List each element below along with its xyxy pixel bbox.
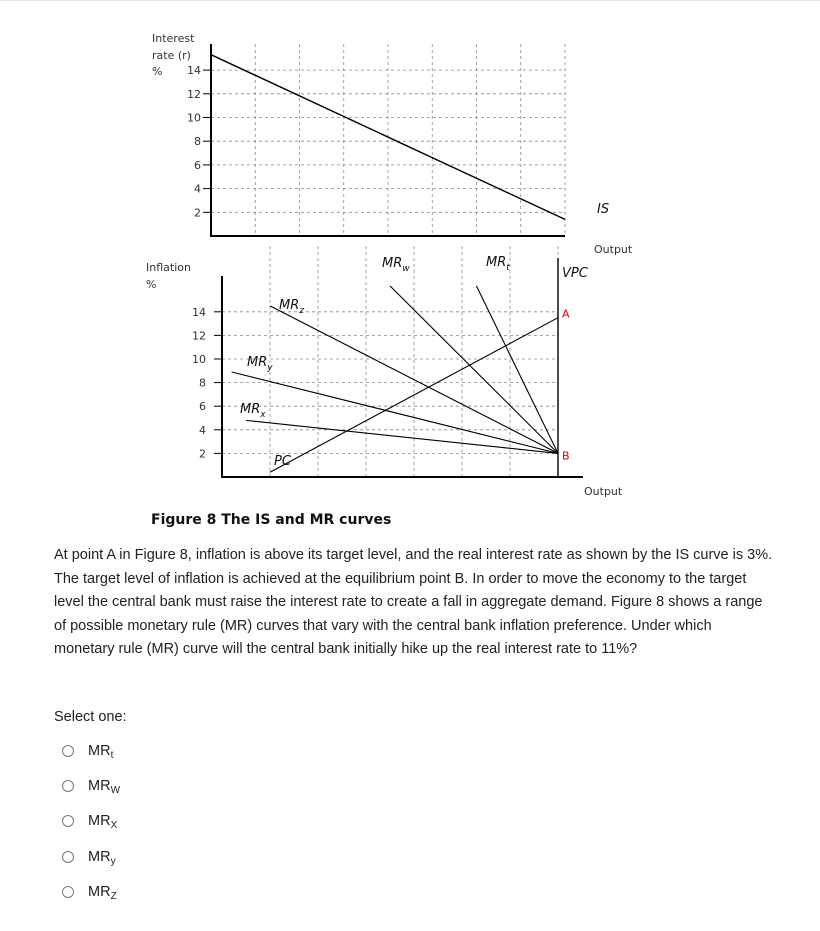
curve-label-mrx: $MR_x$ [240,402,266,420]
option-mrz[interactable] [62,874,120,909]
is-ytick-label-6: 6 [194,158,201,172]
option-sub-mrt: t [110,749,114,761]
question-text: At point A in Figure 8, inflation is above its target level, and the real interest rate as shown by the IS curve is 3%. The target level of inflation is achieved at the equilibrium point B. In order to move the economy to the target level the central bank must raise the interest rate to create a fall in aggregate demand. Figure 8 shows a range of possible monetary rule (MR) curves that vary with the central bank inflation preference. Under which monetary rule (MR) curve will the central bank initially hike up the real interest rate to 11%? [54,547,773,657]
radio-mrt[interactable] [62,745,74,757]
option-base-mrx: MR [88,813,111,830]
option-base-mrt: MR [88,742,111,759]
is-gridlines [211,44,566,236]
mr-gridlines [222,246,558,477]
mr-series [232,255,589,477]
mr-ytick-label-4: 4 [199,423,206,437]
option-mrt[interactable] [62,733,120,768]
point-label-b: B [562,449,570,463]
curve-label-pc: PC [274,454,291,469]
radio-mrw[interactable] [62,780,74,792]
curve-label-mrz: $MR_z$ [279,298,304,316]
option-sub-mry: y [110,855,116,867]
option-sub-mrw: W [110,784,121,796]
mr-ytick-label-8: 8 [199,376,206,390]
curve-label-vpc: VPC [562,266,588,281]
mr-ytick-label-6: 6 [199,400,206,414]
option-base-mry: MR [88,848,111,865]
is-curve-label: IS [597,202,610,217]
option-base-mrz: MR [88,883,111,900]
curve-label-mrw: $MR_w$ [382,256,410,274]
is-ytick-label-8: 8 [194,135,201,149]
curve-mry [232,372,558,453]
option-label-mrw [88,778,120,794]
is-ylabel-line-1: Interest [152,32,195,45]
is-ylabel-line-3: % [152,65,163,78]
mr-ytick-label-12: 12 [192,329,206,343]
option-mry[interactable] [62,839,120,874]
mr-y-ticks [192,306,222,461]
option-mrx[interactable] [62,804,120,839]
mr-xlabel: Output [584,485,623,498]
is-xlabel: Output [594,243,633,256]
is-series [211,55,609,220]
option-mrw[interactable] [62,768,120,803]
curve-mrx [246,420,558,453]
is-y-ticks [187,64,211,219]
option-base-mrw: MR [88,777,111,794]
is-ytick-label-10: 10 [187,111,201,125]
curve-label-mrt: $MR_t$ [486,255,510,273]
point-label-a: A [562,307,570,321]
mr-ytick-label-2: 2 [199,447,206,461]
option-label-mrz [88,884,117,900]
curve-mrw [390,286,558,454]
is-ytick-label-4: 4 [194,182,201,196]
is-ylabel-line-2: rate (r) [152,49,191,62]
mr-points [562,308,570,463]
option-label-mry [88,849,116,865]
is-ytick-label-14: 14 [187,64,201,78]
answer-options [62,733,120,909]
option-sub-mrz: Z [110,890,117,902]
option-label-mrt [88,743,113,759]
curve-mrt [476,286,558,454]
curve-label-mry: $MR_y$ [247,355,273,373]
is-ytick-label-12: 12 [187,87,201,101]
mr-ylabel-line-1: Inflation [146,261,191,274]
option-sub-mrx: X [110,820,118,832]
select-one-label: Select one: [54,709,127,725]
curve-mrz [270,306,558,454]
radio-mry[interactable] [62,851,74,863]
option-label-mrx [88,813,118,832]
is-ytick-label-2: 2 [194,206,201,220]
mr-ytick-label-10: 10 [192,353,206,366]
mr-ylabel-line-2: % [146,278,157,291]
figure-caption: Figure 8 The IS and MR curves [151,512,392,528]
radio-mrz[interactable] [62,886,74,898]
mr-ytick-label-14: 14 [192,305,206,319]
radio-mrx[interactable] [62,815,74,827]
